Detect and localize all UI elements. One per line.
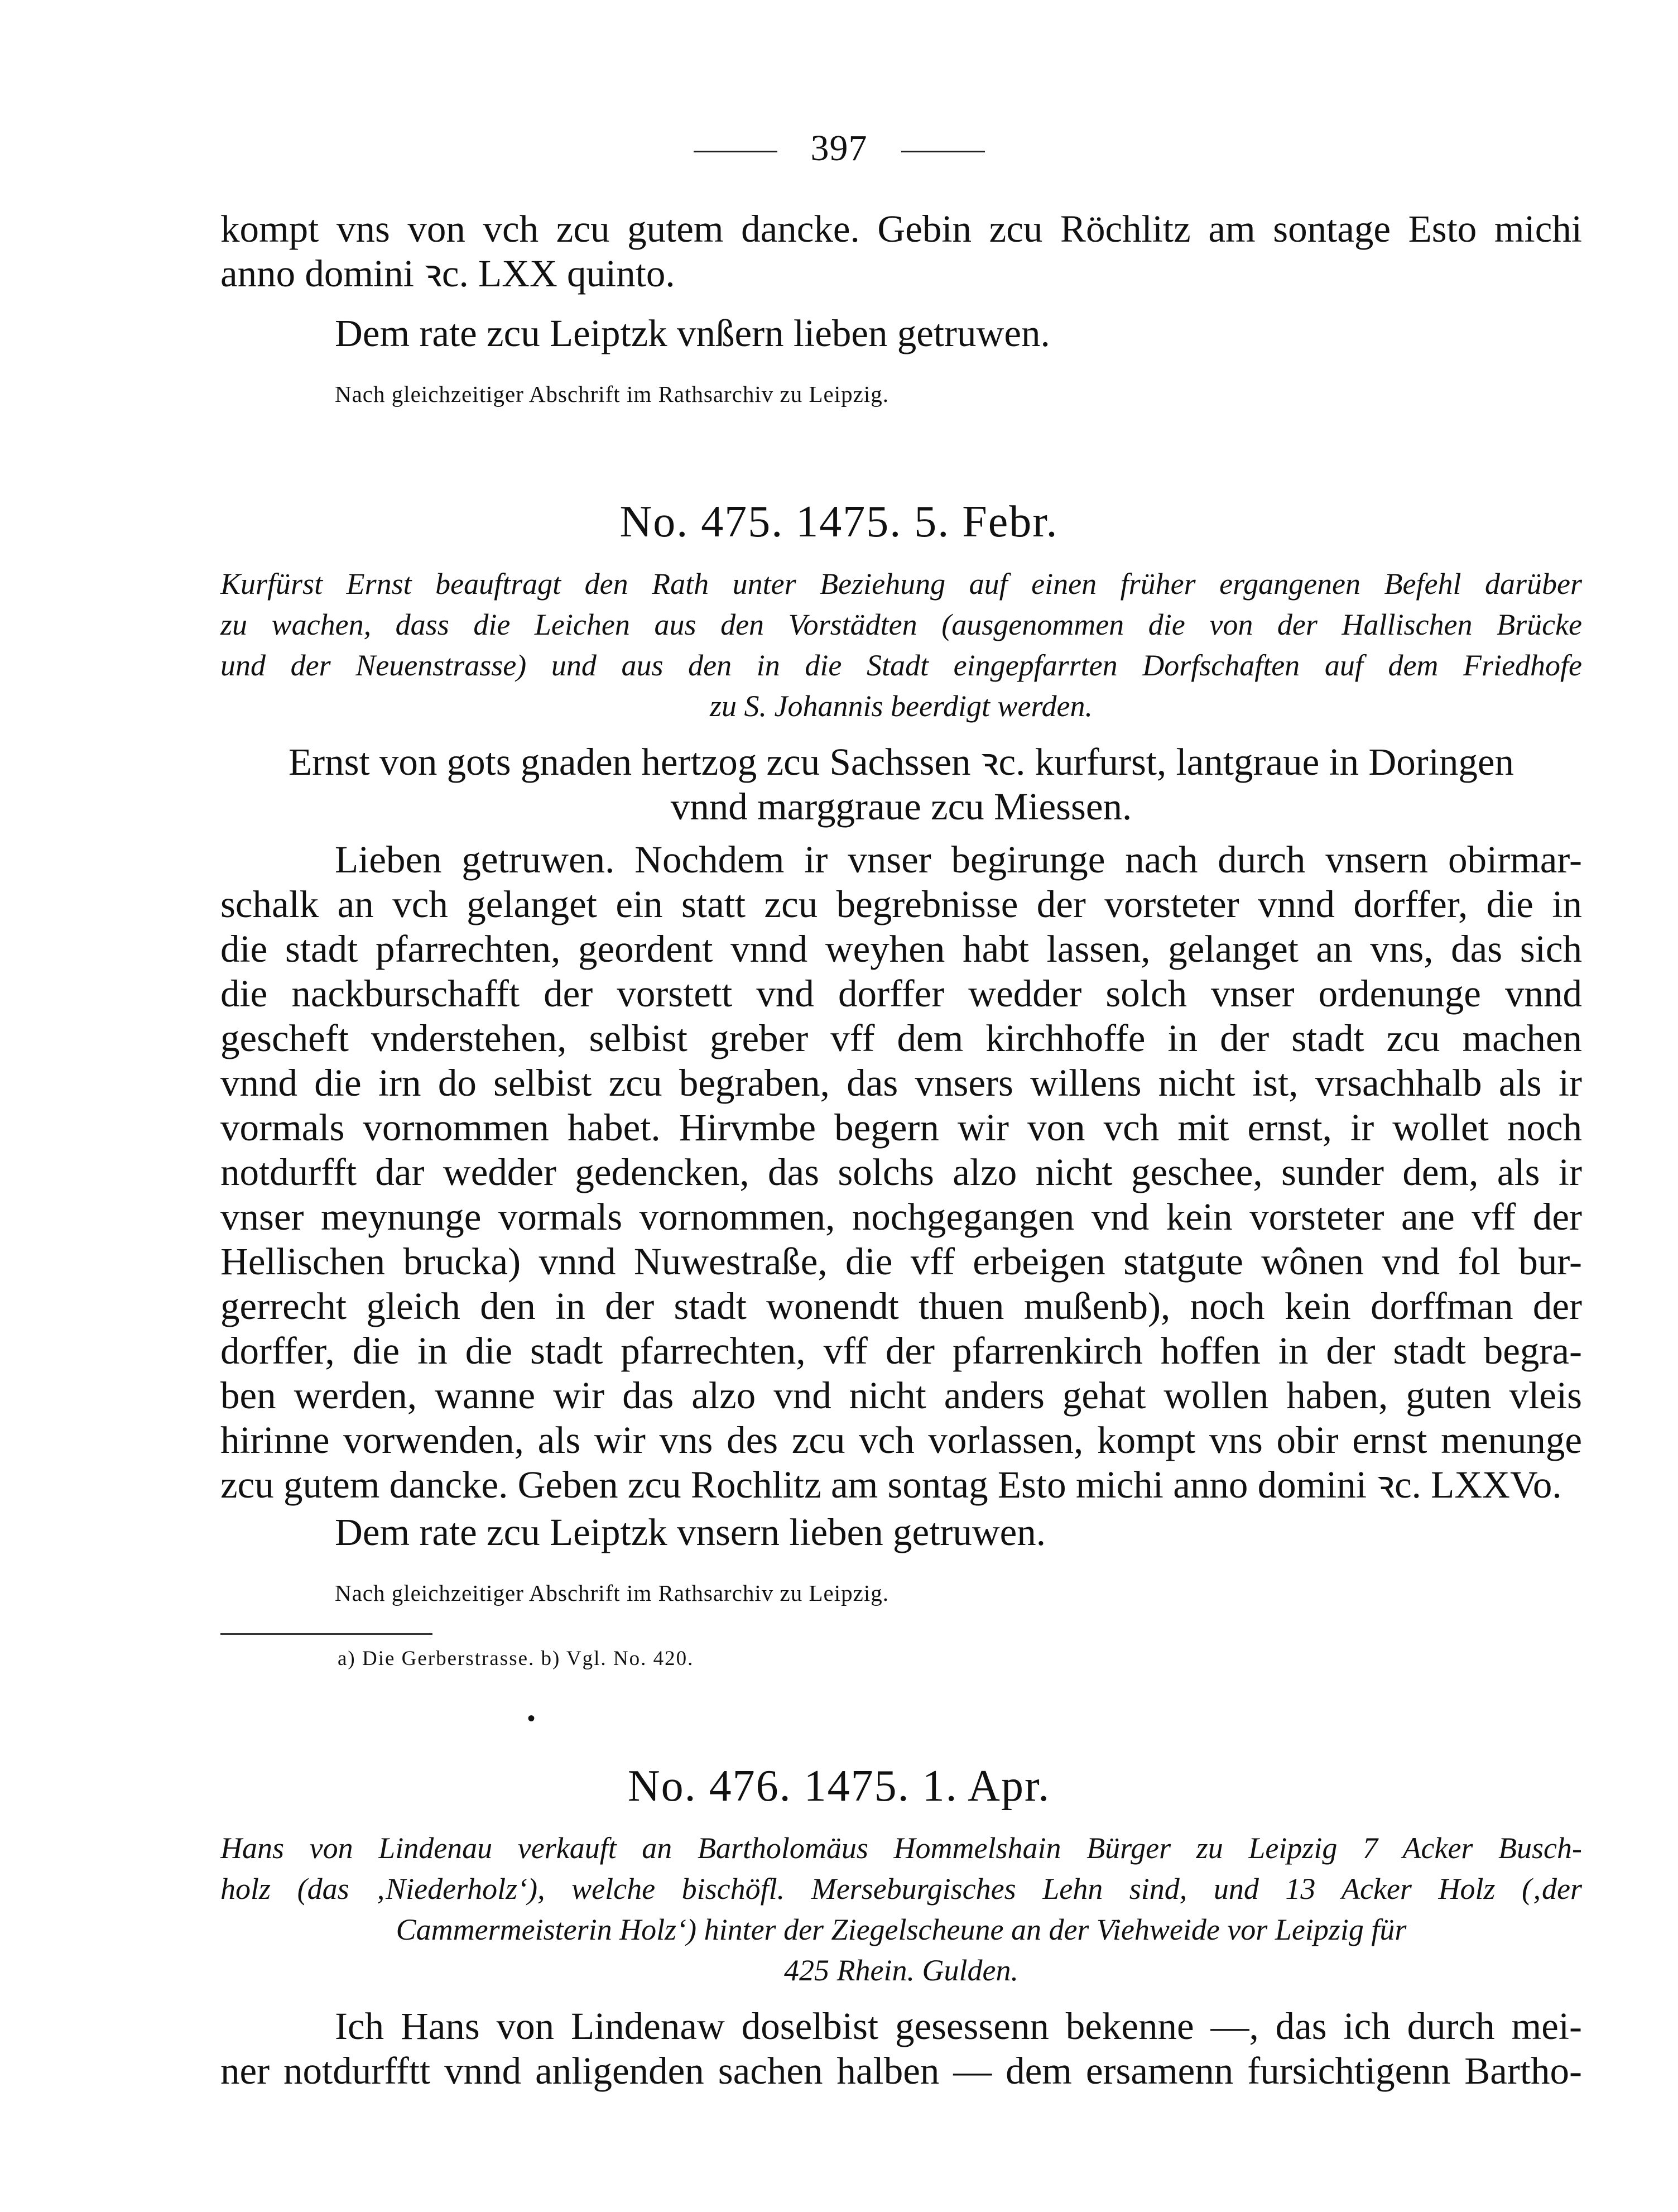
body-line: vormals vornommen habet. Hirvmbe begern wir von vch mit ernst, ir wollet noch — [220, 1106, 1582, 1149]
doc-heading-475: No. 475. 1475. 5. Febr. — [619, 497, 1059, 546]
body-line: notdurfft dar wedder gedencken, das solchs alzo nicht geschee, sunder dem, als ir — [220, 1151, 1582, 1193]
address-line: Dem rate zcu Leiptzk vnßern lieben getruwen. — [335, 312, 1050, 354]
body-line: zcu gutem dancke. Geben zcu Rochlitz am sontag Esto michi anno domini ꝛc. LXXVo. — [220, 1464, 1562, 1506]
body-line: vnser meynunge vormals vornommen, nochgegangen vnd kein vorsteter ane vff der — [220, 1196, 1582, 1238]
body-line: hirinne vorwenden, als wir vns des zcu vch vorlassen, kompt vns obir ernst menunge — [220, 1419, 1582, 1461]
summary-line: holz (das ‚Niederholz‘), welche bischöfl. Merseburgisches Lehn sind, und 13 Acker Holz (‚der — [220, 1872, 1582, 1906]
summary-line: zu S. Johannis beerdigt werden. — [710, 689, 1093, 723]
doc-body-475 — [220, 837, 1582, 1507]
doc-body-476 — [220, 2004, 1582, 2093]
footnotes-475: a) Die Gerberstrasse. b) Vgl. No. 420. — [338, 1647, 694, 1670]
body-line: dorffer, die in die stadt pfarrechten, vff der pfarrenkirch hoffen in der stadt begra- — [220, 1330, 1582, 1372]
salutation-line: vnnd marggraue zcu Miessen. — [670, 785, 1132, 828]
body-line: ben werden, wanne wir das alzo vnd nicht anders gehat wollen haben, guten vleis — [220, 1374, 1582, 1417]
body-line: vnnd die irn do selbist zcu begraben, das vnsers willens nicht ist, vrsachhalb als ir — [220, 1062, 1582, 1104]
summary-line: und der Neuenstrasse) und aus den in die Stadt eingepfarrten Dorfschaften auf dem Friedhofe — [220, 649, 1582, 682]
body-line: die nackburschafft der vorstett vnd dorffer wedder solch vnser ordenunge vnnd — [220, 972, 1582, 1015]
body-line: Lieben getruwen. Nochdem ir vnser begirunge nach durch vnsern obirmar- — [335, 838, 1582, 881]
text-line: kompt vns von vch zcu gutem dancke. Gebin zcu Röchlitz am sontage Esto michi — [220, 208, 1582, 250]
doc-summary-475 — [220, 564, 1582, 727]
header-rule-left — [694, 151, 777, 152]
body-line: Ich Hans von Lindenaw doselbist gesessenn bekenne —, das ich durch mei- — [335, 2005, 1582, 2047]
source-note: Nach gleichzeitiger Abschrift im Rathsarchiv zu Leipzig. — [335, 381, 889, 407]
summary-line: zu wachen, dass die Leichen aus den Vorstädten (ausgenommen die von der Hallischen Brücke — [220, 608, 1582, 641]
stray-mark: • — [527, 1706, 536, 1731]
body-line: schalk an vch gelanget ein statt zcu begrebnisse der vorsteter vnnd dorffer, die in — [220, 883, 1582, 925]
footnote-rule — [220, 1633, 432, 1635]
continuation-text — [220, 207, 1582, 296]
body-line: ner notdurfftt vnnd anligenden sachen halben — dem ersamenn fursichtigenn Bartho- — [220, 2050, 1582, 2092]
text-line: anno domini ꝛc. LXX quinto. — [220, 252, 675, 295]
summary-line: Cammermeisterin Holz‘) hinter der Ziegelscheune an der Viehweide vor Leipzig für — [396, 1913, 1407, 1946]
summary-line: Kurfürst Ernst beauftragt den Rath unter Beziehung auf einen früher ergangenen Befehl darüber — [220, 567, 1582, 601]
header-rule-right — [901, 151, 985, 152]
doc-heading-476: No. 476. 1475. 1. Apr. — [627, 1762, 1051, 1811]
body-line: Hellischen brucka) vnnd Nuwestraße, die vff erbeigen statgute wônen vnd fol bur- — [220, 1240, 1582, 1283]
doc-summary-476 — [220, 1828, 1582, 1991]
summary-line: Hans von Lindenau verkauft an Bartholomäus Hommelshain Bürger zu Leipzig 7 Acker Busch- — [220, 1831, 1582, 1865]
body-line: die stadt pfarrechten, geordent vnnd weyhen habt lassen, gelanget an vns, das sich — [220, 928, 1582, 970]
continuation-address — [220, 311, 1582, 356]
summary-line: 425 Rhein. Gulden. — [784, 1954, 1018, 1987]
body-line: gerrecht gleich den in der stadt wonendt thuen mußenb), noch kein dorffman der — [220, 1285, 1582, 1327]
salutation-line: Ernst von gots gnaden hertzog zcu Sachssen ꝛc. kurfurst, lantgraue in Doringen — [288, 741, 1514, 783]
address-line: Dem rate zcu Leiptzk vnsern lieben getruwen. — [335, 1511, 1046, 1553]
doc-address-475 — [220, 1510, 1582, 1554]
body-line: gescheft vnderstehen, selbist greber vff dem kirchhoffe in der stadt zcu machen — [220, 1017, 1582, 1059]
salutation-475 — [220, 740, 1582, 829]
page-number: 397 — [810, 128, 868, 169]
source-note: Nach gleichzeitiger Abschrift im Rathsarchiv zu Leipzig. — [335, 1580, 889, 1606]
page-number-header — [0, 127, 1678, 170]
